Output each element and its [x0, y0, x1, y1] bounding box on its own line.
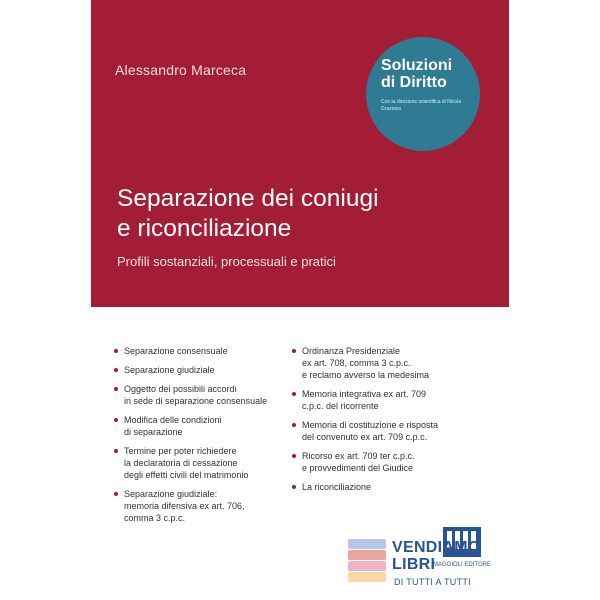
store-badge-line2: LIBRI	[392, 556, 436, 573]
publisher-name: MAGGIOLI EDITORE	[433, 562, 491, 568]
series-subtitle: Con la direzione scientifica di Nicola Graziano	[381, 99, 462, 112]
list-item: Termine per poter richiedere la declaratoria di cessazione degli effetti civili del matrimonio	[114, 445, 289, 481]
series-title	[381, 57, 473, 91]
store-badge-tagline: DI TUTTI A TUTTI	[394, 577, 471, 587]
list-item: Separazione giudiziale: memoria difensiva ex art. 706, comma 3 c.p.c.	[114, 488, 289, 524]
list-item: Ricorso ex art. 709 ter c.p.c. e provvedimenti del Giudice	[292, 450, 467, 474]
list-item: Memoria integrativa ex art. 709 c.p.c. del ricorrente	[292, 388, 467, 412]
list-item: La riconciliazione	[292, 481, 467, 493]
book-title-line2: e riconciliazione	[117, 215, 292, 242]
book-stack-icon	[348, 539, 386, 549]
list-item: Memoria di costituzione e risposta del convenuto ex art. 709 c.p.c.	[292, 419, 467, 443]
list-item: Ordinanza Presidenziale ex art. 708, comma 3 c.p.c. e reclamo avverso la medesima	[292, 345, 467, 381]
list-item: Separazione consensuale	[114, 345, 289, 357]
book-cover	[91, 0, 509, 600]
series-badge	[366, 37, 480, 151]
store-badge	[348, 537, 498, 593]
store-badge-line1: VENDIAMO	[392, 539, 481, 556]
store-badge-title	[392, 539, 481, 573]
topics-list-right	[292, 345, 467, 500]
book-title-line1: Separazione dei coniugi	[117, 185, 379, 212]
book-subtitle: Profili sostanziali, processuali e pratici	[117, 254, 336, 269]
series-title-line1: Soluzioni	[381, 57, 453, 74]
list-item: Oggetto dei possibili accordi in sede di separazione consensuale	[114, 383, 289, 407]
author-name: Alessandro Marceca	[115, 62, 247, 78]
list-item: Separazione giudiziale	[114, 364, 289, 376]
cover-red-panel	[91, 0, 509, 307]
topics-list-left	[114, 345, 289, 531]
series-title-line2: di Diritto	[381, 74, 447, 91]
book-title	[117, 184, 477, 244]
list-item: Modifica delle condizioni di separazione	[114, 414, 289, 438]
